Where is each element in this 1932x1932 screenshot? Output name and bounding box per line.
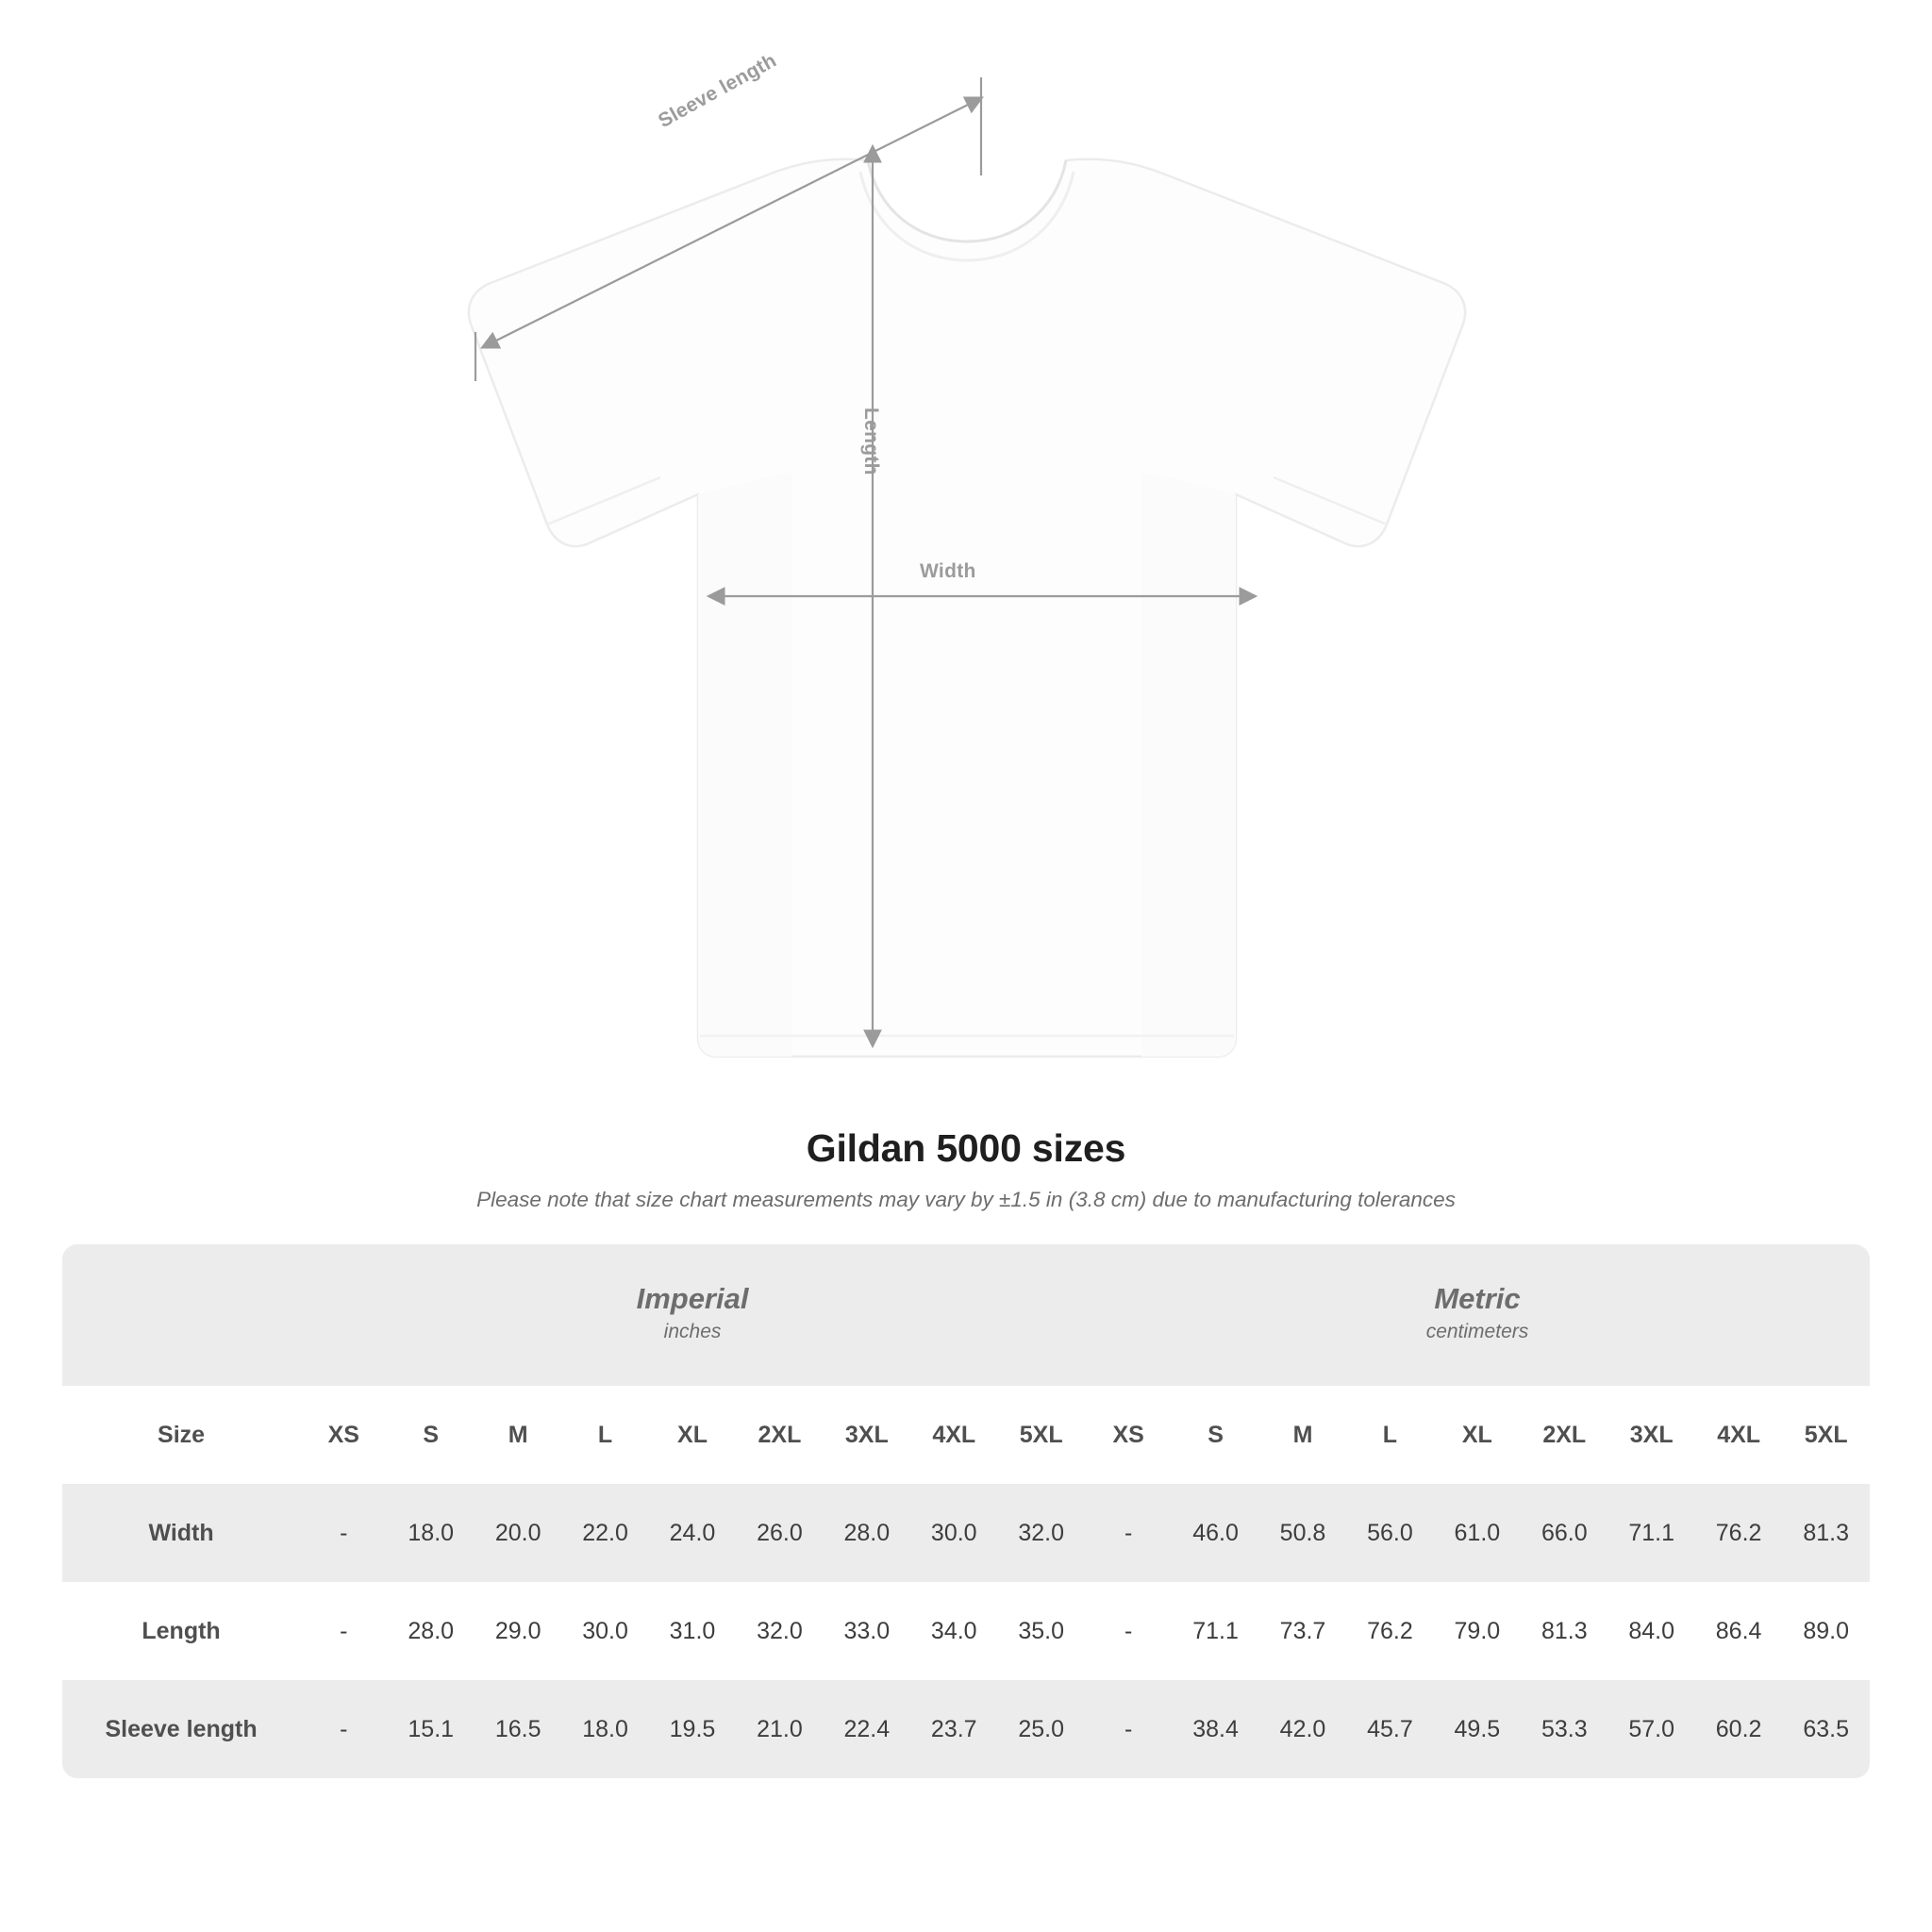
unit-imperial-sub: inches [663,1321,722,1343]
cell-sleeve-imperial-m: 16.5 [475,1680,561,1778]
size-header-imperial-l: L [561,1386,648,1484]
unit-metric-cell [1085,1244,1870,1386]
cell-sleeve-imperial-xs: - [300,1680,387,1778]
table-row [62,1484,1870,1582]
size-header-imperial-xl: XL [649,1386,736,1484]
size-header-metric-xl: XL [1434,1386,1521,1484]
cell-length-imperial-s: 28.0 [388,1582,475,1680]
unit-metric-sub: centimeters [1425,1321,1529,1343]
cell-sleeve-imperial-l: 18.0 [561,1680,648,1778]
cell-length-imperial-3xl: 33.0 [824,1582,910,1680]
cell-sleeve-metric-s: 38.4 [1172,1680,1258,1778]
unit-imperial-name: Imperial [636,1282,749,1316]
cell-length-metric-l: 76.2 [1346,1582,1433,1680]
tolerance-note: Please note that size chart measurements may vary by ±1.5 in (3.8 cm) due to manufacturing tolerances [476,1188,1456,1211]
cell-sleeve-metric-xs: - [1085,1680,1172,1778]
cell-width-imperial-l: 22.0 [561,1484,648,1582]
unit-imperial-cell [300,1244,1085,1386]
cell-length-metric-s: 71.1 [1172,1582,1258,1680]
cell-length-metric-5xl: 89.0 [1782,1582,1870,1680]
unit-band-row [62,1244,1870,1386]
size-header-imperial-4xl: 4XL [910,1386,997,1484]
size-header-row [62,1386,1870,1484]
size-header-metric-5xl: 5XL [1782,1386,1870,1484]
cell-width-imperial-5xl: 32.0 [997,1484,1084,1582]
cell-sleeve-imperial-5xl: 25.0 [997,1680,1084,1778]
cell-sleeve-metric-xl: 49.5 [1434,1680,1521,1778]
cell-width-metric-xl: 61.0 [1434,1484,1521,1582]
cell-sleeve-metric-4xl: 60.2 [1695,1680,1782,1778]
size-header-imperial-xs: XS [300,1386,387,1484]
cell-width-metric-xs: - [1085,1484,1172,1582]
cell-sleeve-imperial-4xl: 23.7 [910,1680,997,1778]
cell-length-imperial-l: 30.0 [561,1582,648,1680]
title-block [0,1126,1932,1212]
size-header-metric-s: S [1172,1386,1258,1484]
size-table-wrap [62,1244,1870,1778]
cell-width-imperial-s: 18.0 [388,1484,475,1582]
cell-sleeve-metric-2xl: 53.3 [1521,1680,1607,1778]
cell-width-metric-2xl: 66.0 [1521,1484,1607,1582]
cell-sleeve-imperial-2xl: 21.0 [736,1680,823,1778]
unit-band-spacer [62,1244,300,1386]
cell-width-imperial-2xl: 26.0 [736,1484,823,1582]
cell-length-metric-xs: - [1085,1582,1172,1680]
size-table [62,1244,1870,1778]
cell-length-imperial-2xl: 32.0 [736,1582,823,1680]
cell-length-imperial-4xl: 34.0 [910,1582,997,1680]
unit-metric-name: Metric [1434,1282,1521,1316]
cell-width-imperial-4xl: 30.0 [910,1484,997,1582]
cell-length-metric-3xl: 84.0 [1607,1582,1694,1680]
table-row [62,1680,1870,1778]
cell-width-metric-l: 56.0 [1346,1484,1433,1582]
cell-sleeve-metric-5xl: 63.5 [1782,1680,1870,1778]
size-header-imperial-3xl: 3XL [824,1386,910,1484]
cell-length-metric-2xl: 81.3 [1521,1582,1607,1680]
size-header-metric-3xl: 3XL [1607,1386,1694,1484]
table-row [62,1582,1870,1680]
size-header-imperial-5xl: 5XL [997,1386,1084,1484]
page-title: Gildan 5000 sizes [806,1126,1126,1170]
sleeve-length-label: Sleeve length [655,49,780,133]
cell-length-metric-xl: 79.0 [1434,1582,1521,1680]
cell-width-metric-s: 46.0 [1172,1484,1258,1582]
cell-length-imperial-m: 29.0 [475,1582,561,1680]
cell-width-metric-3xl: 71.1 [1607,1484,1694,1582]
size-header-label: Size [62,1386,300,1484]
cell-width-imperial-xs: - [300,1484,387,1582]
cell-length-imperial-xs: - [300,1582,387,1680]
width-label: Width [920,560,976,582]
cell-sleeve-metric-3xl: 57.0 [1607,1680,1694,1778]
size-header-imperial-m: M [475,1386,561,1484]
cell-length-metric-m: 73.7 [1259,1582,1346,1680]
row-label-width: Width [62,1484,300,1582]
size-header-imperial-s: S [388,1386,475,1484]
cell-width-metric-5xl: 81.3 [1782,1484,1870,1582]
size-header-metric-2xl: 2XL [1521,1386,1607,1484]
cell-length-imperial-xl: 31.0 [649,1582,736,1680]
size-header-metric-xs: XS [1085,1386,1172,1484]
row-label-sleeve-length: Sleeve length [62,1680,300,1778]
cell-length-imperial-5xl: 35.0 [997,1582,1084,1680]
cell-sleeve-imperial-3xl: 22.4 [824,1680,910,1778]
length-label: Length [860,408,882,475]
cell-sleeve-imperial-s: 15.1 [388,1680,475,1778]
cell-length-metric-4xl: 86.4 [1695,1582,1782,1680]
row-label-length: Length [62,1582,300,1680]
cell-sleeve-imperial-xl: 19.5 [649,1680,736,1778]
cell-width-imperial-m: 20.0 [475,1484,561,1582]
cell-width-metric-m: 50.8 [1259,1484,1346,1582]
size-header-metric-l: L [1346,1386,1433,1484]
size-header-imperial-2xl: 2XL [736,1386,823,1484]
cell-sleeve-metric-l: 45.7 [1346,1680,1433,1778]
cell-width-imperial-xl: 24.0 [649,1484,736,1582]
size-header-metric-m: M [1259,1386,1346,1484]
cell-sleeve-metric-m: 42.0 [1259,1680,1346,1778]
cell-width-imperial-3xl: 28.0 [824,1484,910,1582]
size-header-metric-4xl: 4XL [1695,1386,1782,1484]
cell-width-metric-4xl: 76.2 [1695,1484,1782,1582]
tshirt-shape [469,159,1465,1057]
